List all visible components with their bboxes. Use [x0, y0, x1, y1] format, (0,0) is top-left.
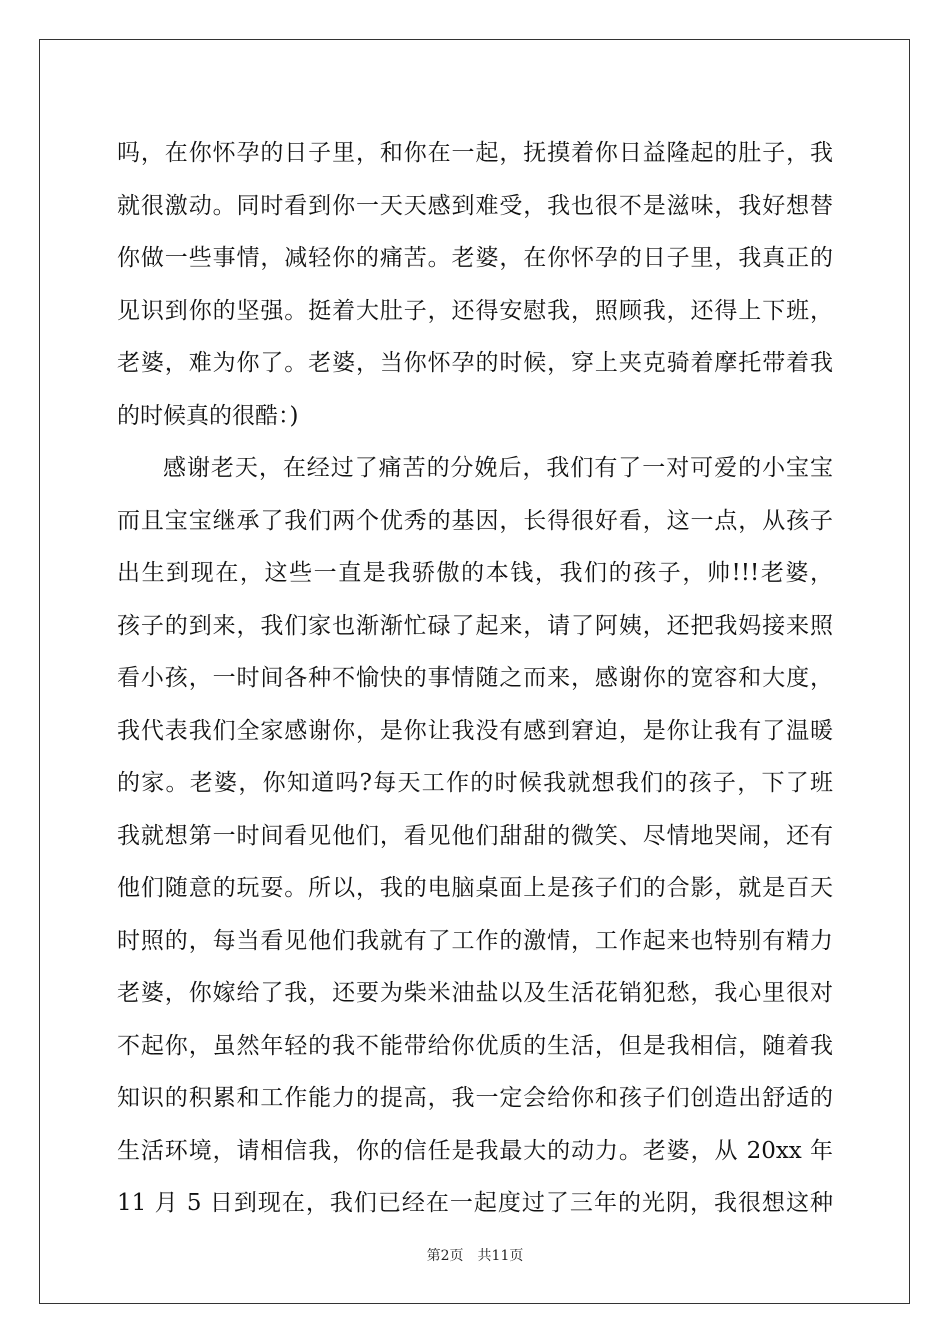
page-total: 共11页: [477, 1248, 524, 1264]
text-line: 时照的，每当看见他们我就有了工作的激情，工作起来也特别有精力: [117, 927, 833, 954]
text-line: 的时候真的很酷：): [117, 402, 299, 429]
text-line: 我就想第一时间看见他们，看见他们甜甜的微笑、尽情地哭闹，还有: [117, 822, 833, 849]
text-line: 的家。老婆，你知道吗?每天工作的时候我就想我们的孩子，下了班: [117, 770, 833, 796]
text-line: 看小孩，一时间各种不愉快的事情随之而来，感谢你的宽容和大度，: [117, 665, 833, 691]
body-text: [117, 127, 833, 1230]
page-footer: [0, 1245, 950, 1265]
text-line: 我代表我们全家感谢你，是你让我没有感到窘迫，是你让我有了温暖: [117, 717, 833, 744]
text-line: 见识到你的坚强。挺着大肚子，还得安慰我，照顾我，还得上下班，: [117, 297, 833, 324]
text-line: 生活环境，请相信我，你的信任是我最大的动力。老婆，从 20xx 年: [117, 1137, 833, 1164]
text-line: 而且宝宝继承了我们两个优秀的基因，长得很好看，这一点，从孩子: [117, 507, 833, 534]
text-line: 老婆，你嫁给了我，还要为柴米油盐以及生活花销犯愁，我心里很对: [117, 980, 833, 1006]
text-line: 出生到现在，这些一直是我骄傲的本钱，我们的孩子，帅!!!老婆，: [117, 560, 833, 586]
text-line: 吗，在你怀孕的日子里，和你在一起，抚摸着你日益隆起的肚子，我: [117, 140, 833, 166]
text-line: 不起你，虽然年轻的我不能带给你优质的生活，但是我相信，随着我: [117, 1032, 833, 1059]
text-line: 你做一些事情，减轻你的痛苦。老婆，在你怀孕的日子里，我真正的: [117, 245, 833, 271]
text-line: 11 月 5 日到现在，我们已经在一起度过了三年的光阴，我很想这种: [117, 1190, 833, 1216]
text-line: 就很激动。同时看到你一天天感到难受，我也很不是滋味，我好想替: [117, 192, 833, 219]
paragraph-start-line: 感谢老天，在经过了痛苦的分娩后，我们有了一对可爱的小宝宝: [163, 455, 833, 481]
text-line: 他们随意的玩耍。所以，我的电脑桌面上是孩子们的合影，就是百天: [117, 875, 833, 901]
text-line: 知识的积累和工作能力的提高，我一定会给你和孩子们创造出舒适的: [117, 1085, 833, 1111]
text-line: 老婆，难为你了。老婆，当你怀孕的时候，穿上夹克骑着摩托带着我: [117, 350, 833, 376]
page-number: 第2页: [426, 1248, 464, 1264]
text-line: 孩子的到来，我们家也渐渐忙碌了起来，请了阿姨，还把我妈接来照: [117, 612, 833, 639]
